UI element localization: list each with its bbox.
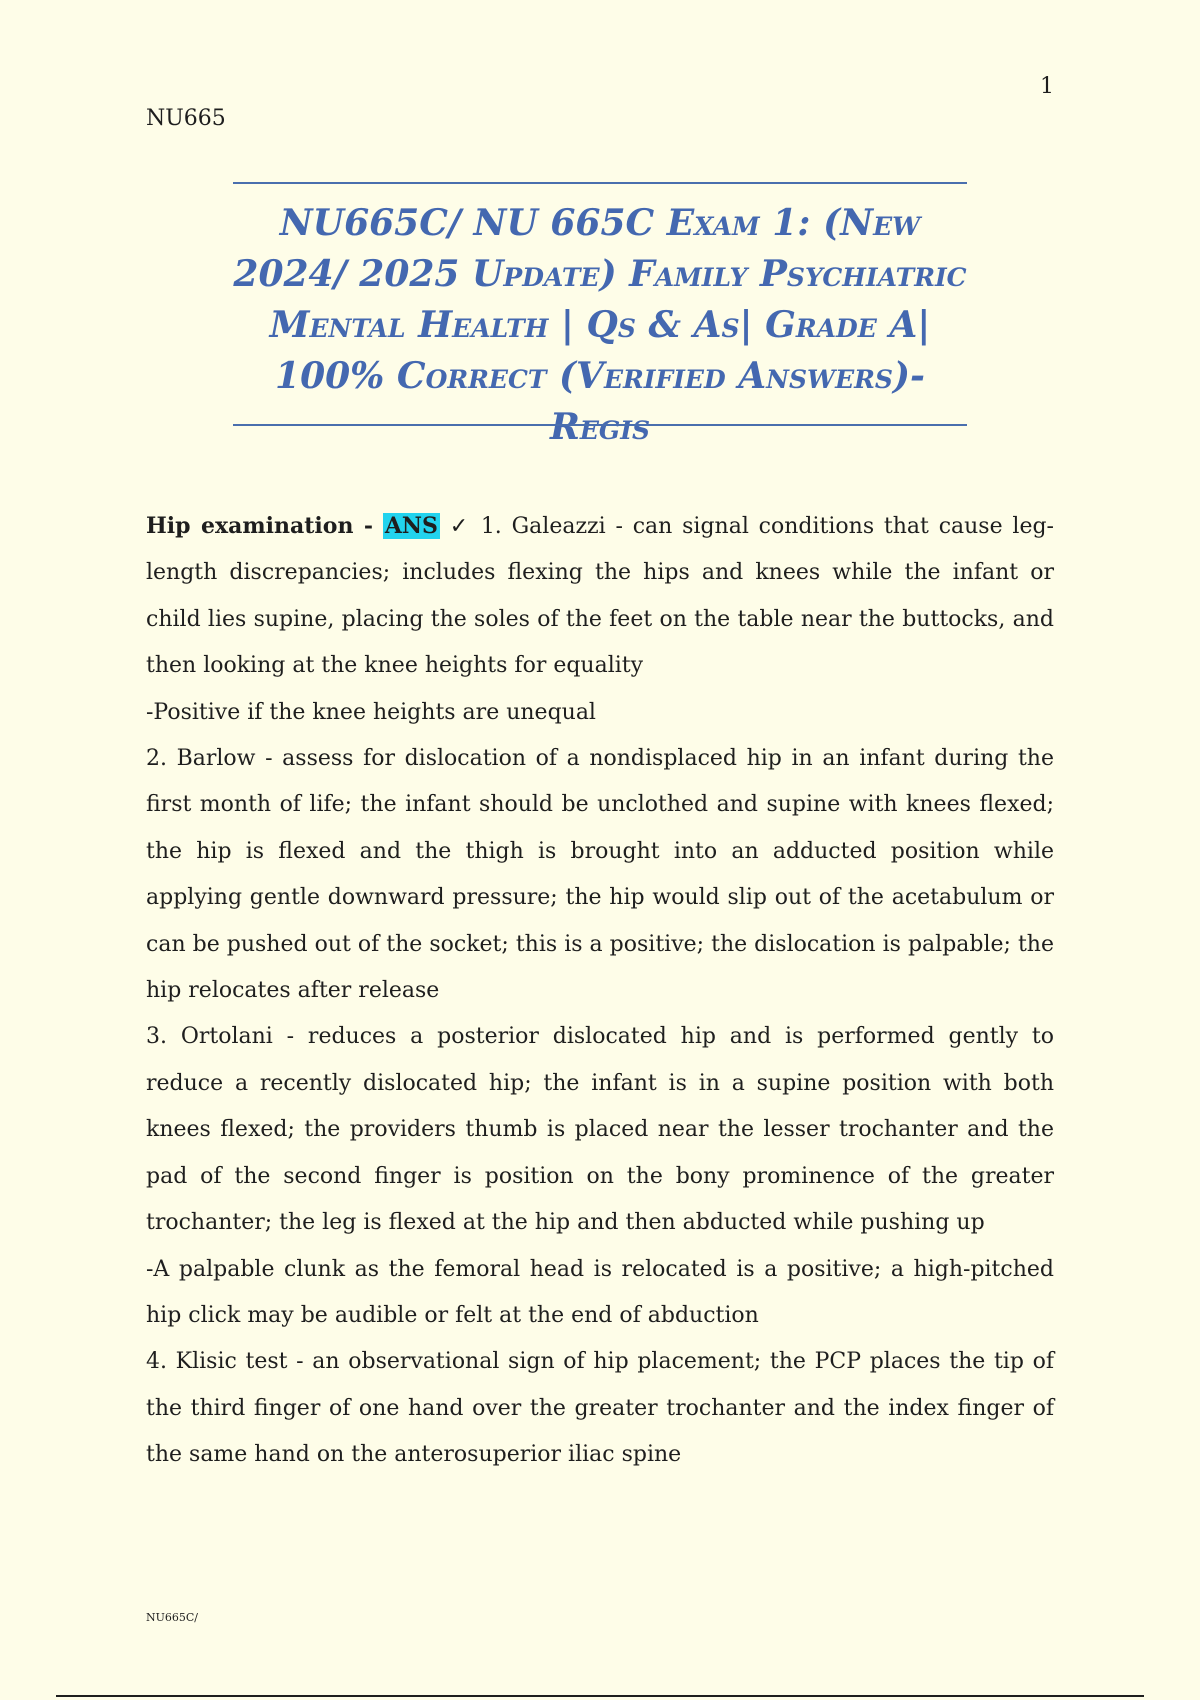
title-bottom-rule xyxy=(233,424,967,426)
answer-paragraph: 4. Klisic test - an observational sign of hip placement; the PCP places the tip of the third finger of one hand over the greater trochanter and the index finger of the same hand on the anterosuperior iliac spine xyxy=(146,1349,1054,1468)
answer-paragraph: 2. Barlow - assess for dislocation of a nondisplaced hip in an infant during the first month of life; the infant should be unclothed and supine with knees flexed; the hip is flexed and the thigh is brought into an adducted position while applying gentle downward pressure; the hip would slip out of the acetabulum or can be pushed out of the socket; this is a positive; the dislocation is palpable; the hip relocates after release xyxy=(146,746,1054,1004)
answer-badge: ANS xyxy=(384,513,438,539)
answer-text: 1. Galeazzi - can signal conditions that cause leg-length discrepancies; includes flexing the hips and knees while the infant or child lies supine, placing the soles of the feet on the table near the buttocks, and then looking at the knee heights for equality xyxy=(146,514,1054,679)
page-number: 1 xyxy=(1040,74,1054,99)
answer-paragraph: 3. Ortolani - reduces a posterior dislocated hip and is performed gently to reduce a recently dislocated hip; the infant is in a supine position with both knees flexed; the providers thumb is placed near the lesser trochanter and the pad of the second finger is position on the bony prominence of the greater trochanter; the leg is flexed at the hip and then abducted while pushing up xyxy=(146,1024,1054,1236)
page-header: NU665 xyxy=(146,106,226,131)
title-top-rule xyxy=(233,182,967,184)
answer-paragraph: -A palpable clunk as the femoral head is relocated is a positive; a high-pitched hip click may be audible or felt at the end of abduction xyxy=(146,1256,1054,1328)
page-footer: NU665C/ xyxy=(146,1611,199,1624)
page-bottom-rule xyxy=(56,1695,1144,1697)
question-first-paragraph xyxy=(146,503,1054,690)
question-block xyxy=(146,503,1054,1479)
check-icon: ✓ xyxy=(449,514,471,539)
answer-paragraph: -Positive if the knee heights are unequal xyxy=(146,699,596,725)
question-label: Hip examination - xyxy=(146,513,374,539)
document-title: NU665C/ NU 665C Exam 1: (New 2024/ 2025 Update) Family Psychiatric Mental Health | Qs & As| Grade A| 100% Correct (Verified Answers)- Regis xyxy=(233,202,967,448)
